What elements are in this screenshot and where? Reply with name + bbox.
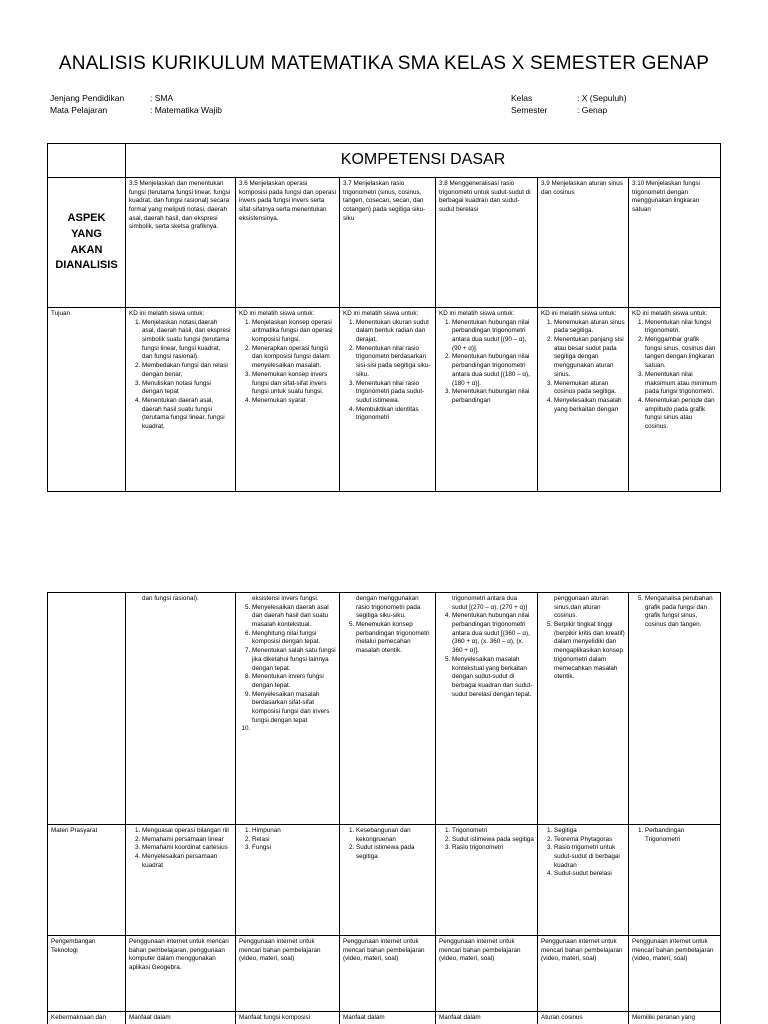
meta-value: : SMA [150,93,174,103]
empty-label [48,593,126,825]
tujuan-cont-cell [538,593,629,825]
tujuan-intro: KD ini melatih siswa untuk: [439,310,515,317]
kebermaknaan-cell: Manfaat fungsi komposisi [236,1012,340,1024]
cont-text: dan fungsi rasional). [142,595,199,602]
list-item: 3. Menuliskan notasi fungsi dengan tepat [142,380,232,397]
prasyarat-list [129,827,232,870]
teknologi-cell: Penggunaan internet untuk mencari bahan pembelajaran (video, materi, soal) [538,936,629,1012]
list-item: 4. Membuktikan identitas trigonometri [356,406,432,423]
materi-prasyarat-label: Materi Prasyarat [48,825,126,936]
list-item: 1. Menemukan aturan sinus pada segitiga. [554,319,625,336]
aspek-word: YANG [71,227,102,240]
list-item: 5. Menemukan konsep perbandingan trigonometri melalui pemecahan masalah otentik. [356,621,432,656]
list-item: 3. Menemukan aturan cosinus pada segitiga. [554,380,625,397]
list-item: 5. Menyelesaikan masalah kontekstual yang berkaitan dengan sudut-sudut di berbagai kuadran dan sudut-sudut berelasi dengan tepat. [452,656,534,699]
document-title: ANALISIS KURIKULUM MATEMATIKA SMA KELAS X SEMESTER GENAP [58,53,710,74]
kebermaknaan-label: Kebermaknaan dan [48,1012,126,1024]
pengembangan-teknologi-label: Pengembangan Teknologi [48,936,126,1012]
list-item: 1. Menjelaskan notasi,daerah asal, daerah hasil, dan ekspresi simbolik suatu fungsi (terutama fungsi linear, fungsi kuadrat, dan fungsi rasional). [142,319,232,362]
kompetensi-dasar-header: KOMPETENSI DASAR [126,144,721,178]
kd-3-5: 3.5 Menjelaskan dan menentukan fungsi (terutama fungsi linear, fungsi kuadrat, dan fungsi rasional) secara formal yang meliputi notasi, daerah asal, daerah hasil, dan ekspresi simbolik, serta sketsa grafiknya. [126,178,236,308]
list-item: 1. Menentukan nilai fungsi trigonometri. [645,319,717,336]
kd-3-8: 3.8 Menggeneralisasi rasio trigonometri untuk sudut-sudut di berbagai kuadran dan sudut-sudut berelasi [436,178,538,308]
cont-text: trigonometri antara dua sudut [(270 – α), (270 + α)] [452,595,528,611]
tujuan-list [541,319,625,415]
aspek-word: ASPEK [67,211,106,224]
meta-left [50,93,222,117]
kebermaknaan-cell: Aturan cosinus [538,1012,629,1024]
tujuan-cont-cell [436,593,538,825]
list-item: 1. Segitiga [554,827,625,836]
meta-row [50,93,222,105]
tujuan-list [129,319,232,432]
cont-text: eksistensi invers fungsi. [252,595,319,602]
tujuan-list [439,319,534,406]
tujuan-intro: KD ini melatih siswa untuk: [541,310,617,317]
tujuan-cont-cell [236,593,340,825]
list-item: 3. Rasio trigonometri [452,844,534,853]
list-item: 3. Rasio trigometri untuk sudut-sudut di berbagai kuadran [554,844,625,870]
list-item: 2. Membedakan fungsi dan relasi dengan benar, [142,362,232,379]
list-item: 5. Menyelesaikan daerah asal dan daerah hasil dari suatu masalah kontekstual. [252,604,336,630]
list-item: 2. Sudut istimewa pada segitiga [452,836,534,845]
prasyarat-cell [340,825,436,936]
tujuan-cont-cell [629,593,721,825]
tujuan-cell [340,308,436,492]
cont-text: dengan menggunakan rasio trigonometri pada segitiga siku-siku. [356,595,421,620]
kd-table-page2 [47,592,721,1024]
tujuan-cell [629,308,721,492]
list-item: 1. Menjelaskan konsep operasi aritmatika fungsi dan operasi komposisi fungsi. [252,319,336,345]
list-item [252,725,336,734]
list-item: 9. Menyelesaikan masalah berdasarkan sifat-sifat komposisi fungsi dan invers fungsi dengan tepat [252,691,336,726]
tujuan-cell [126,308,236,492]
meta-row [50,105,222,117]
meta-value: : Genap [577,105,608,115]
meta-label: Kelas [511,93,533,103]
cont-text: penggunaan aturan sinus,dan aturan cosinus. [554,595,609,620]
list-item: 1. Menentukan hubungan nilai perbandingan trigonometri antara dua sudut [(90 – α), (90 + α)]. [452,319,534,354]
list-item: 3. Menemukan konsep invers fungsi dan sifat-sifat invers fungsi untuk suatu fungsi. [252,371,336,397]
kd-3-7: 3.7 Menjelaskan rasio trigonometri (sinus, cosinus, tangen, cosecan, secan, dan cotangen) pada segitiga siku-siku [340,178,436,308]
list-item: 5. Berpikir tingkat tinggi (berpikir kritis dan kreatif) dalam menyelidiki dan mengaplikasikan konsep trigonometri dalam memecahkan masalah otentik. [554,621,625,682]
list-item: 4. Menentukan hubungan nilai perbandingan trigonometri antara dua sudut [(360 – α), (360 + α), (x. 360 – α), (x. 360 + α)]. [452,612,534,655]
tujuan-cell [236,308,340,492]
prasyarat-cell [126,825,236,936]
prasyarat-list [343,827,432,862]
list-item: 2. Menentukan nilai rasio trigonometri berdasarkan sisi-sisi pada segitiga siku-siku. [356,345,432,380]
kebermaknaan-cell: Manfaat dalam [126,1012,236,1024]
list-item: 1. Menentukan ukuran sudut dalam bentuk radian dan derajat. [356,319,432,345]
meta-value: : Matematika Wajib [150,105,222,115]
prasyarat-list [632,827,717,844]
list-item: 1. Trigonometri [452,827,534,836]
list-item: 3. Menentukan hubungan nilai perbandingan [452,388,534,405]
kebermaknaan-cell: Manfaat dalam [436,1012,538,1024]
list-item: 4. Menyelesaikan persamaan kuadrat [142,853,232,870]
list-item: 8. Menentukan invers fungsi dengan tepat. [252,673,336,690]
prasyarat-cell [538,825,629,936]
meta-label: Semester [511,105,548,115]
list-item: 4. Menentukan periode dan amplitudo pada grafik fungsi sinus atau cosinus. [645,397,717,432]
meta-right [511,93,627,117]
aspek-word: AKAN [70,243,103,256]
meta-value: : X (Sepuluh) [577,93,627,103]
tujuan-list [541,621,625,682]
kd-3-10: 3.10 Menjelaskan fungsi trigonometri dengan menggunakan lingkaran satuan [629,178,721,308]
list-item: 1. Kesebangunan dan kekongruenan [356,827,432,844]
tujuan-list [239,319,336,406]
kebermaknaan-cell: Manfaat dalam [340,1012,436,1024]
tujuan-list [343,621,432,656]
tujuan-label: Tujuan [48,308,126,492]
tujuan-intro: KD ini melatih siswa untuk: [129,310,205,317]
list-item: 4. Menemukan syarat [252,397,336,406]
prasyarat-list [541,827,625,879]
tujuan-intro: KD ini melatih siswa untuk: [239,310,315,317]
aspek-label [48,178,126,308]
teknologi-cell: Penggunaan internet untuk mencari bahan pembelajaran (video, materi, soal) [436,936,538,1012]
list-item: 2. Menentukan panjang sisi atau besar sudut pada segitiga dengan menggunakan aturan sinus. [554,336,625,379]
list-item: 5. Menganalisa perubahan grafik pada fungsi dan grafik fungsi sinus, cosinus dan tangen. [645,595,717,630]
kd-3-6: 3.6 Menjelaskan operasi komposisi pada fungsi dan operasi invers pada fungsi invers serta sifat-sifatnya serta menentukan eksistensinya. [236,178,340,308]
tujuan-cell [436,308,538,492]
list-item: 3. Menentukan nilai rasio trigonometri pada sudut-sudut istimewa. [356,380,432,406]
list-item: 4. Menyelesaikan masalah yang berkaitan dengan [554,397,625,414]
meta-label: Mata Pelajaran [50,105,108,115]
aspek-word: DIANALISIS [55,259,118,272]
meta-row [511,93,627,105]
list-item: 2. Menentukan hubungan nilai perbandingan trigonometri antara dua sudut [(180 – α), (180 + α)]. [452,353,534,388]
teknologi-cell: Penggunaan internet untuk mencari bahan pembelajaran (video, materi, soal) [629,936,721,1012]
tujuan-list [439,612,534,699]
tujuan-list [343,319,432,423]
list-item: 2. Menggambar grafik fungsi sinus, cosinus dan tangen dengan lingkaran satuan. [645,336,717,371]
list-item: 1. Menguasai operasi bilangan riil [142,827,232,836]
tujuan-list [632,595,717,630]
list-item: 2. Sudut istimewa pada segitiga [356,844,432,861]
prasyarat-cell [629,825,721,936]
list-item: 7. Menentukan salah satu fungsi jika diketahui fungsi lainnya dengan tepat. [252,647,336,673]
empty-corner [48,144,126,178]
list-item: 4. Menentukan daerah asal, daerah hasil suatu fungsi (terutama fungsi linear, fungsi kuadrat, [142,397,232,432]
tujuan-cell [538,308,629,492]
tujuan-list [632,319,717,432]
kd-table-page1 [47,143,721,492]
tujuan-list [239,604,336,734]
tujuan-cont-cell [340,593,436,825]
kd-3-9: 3.9 Menjelaskan aturan sinus dan cosinus [538,178,629,308]
prasyarat-list [239,827,336,853]
tujuan-intro: KD ini melatih siswa untuk: [343,310,419,317]
list-item: 2. Memahami persamaan linear [142,836,232,845]
list-item: 2. Teorema Phytagoras [554,836,625,845]
kebermaknaan-cell: Memiliki peranan yang [629,1012,721,1024]
tujuan-intro: KD ini melatih siswa untuk: [632,310,708,317]
prasyarat-cell [236,825,340,936]
prasyarat-cell [436,825,538,936]
list-item: 3. Fungsi [252,844,336,853]
teknologi-cell: Penggunaan internet untuk mencari bahan pembelajaran (video, materi, soal) [236,936,340,1012]
prasyarat-list [439,827,534,853]
tujuan-cont-cell [126,593,236,825]
list-item: 2. Relasi [252,836,336,845]
list-item: 3. Menentukan nilai maksimum atau minimum pada fungsi trigonometri. [645,371,717,397]
meta-label: Jenjang Pendidikan [50,93,125,103]
list-item: 6. Menghitung nilai fungsi komposisi dengan tepat. [252,630,336,647]
teknologi-cell: Penggunaan internet untuk mencari bahan pembelajaran, penggunaan komputer dalam menggunakan aplikasi Geogebra. [126,936,236,1012]
list-item: 1. Perbandingan Trigonometri [645,827,717,844]
teknologi-cell: Penggunaan internet untuk mencari bahan pembelajaran (video, materi, soal) [340,936,436,1012]
list-item: 2. Menerapkan operasi fungsi dan komposisi fungsi dalam menyelesaikan masalah. [252,345,336,371]
list-item: 1. Himpunan [252,827,336,836]
list-item: 4. Sudut-sudut berelasi [554,870,625,879]
meta-row [511,105,627,117]
list-item: 3. Memahami koordinat cartesius [142,844,232,853]
